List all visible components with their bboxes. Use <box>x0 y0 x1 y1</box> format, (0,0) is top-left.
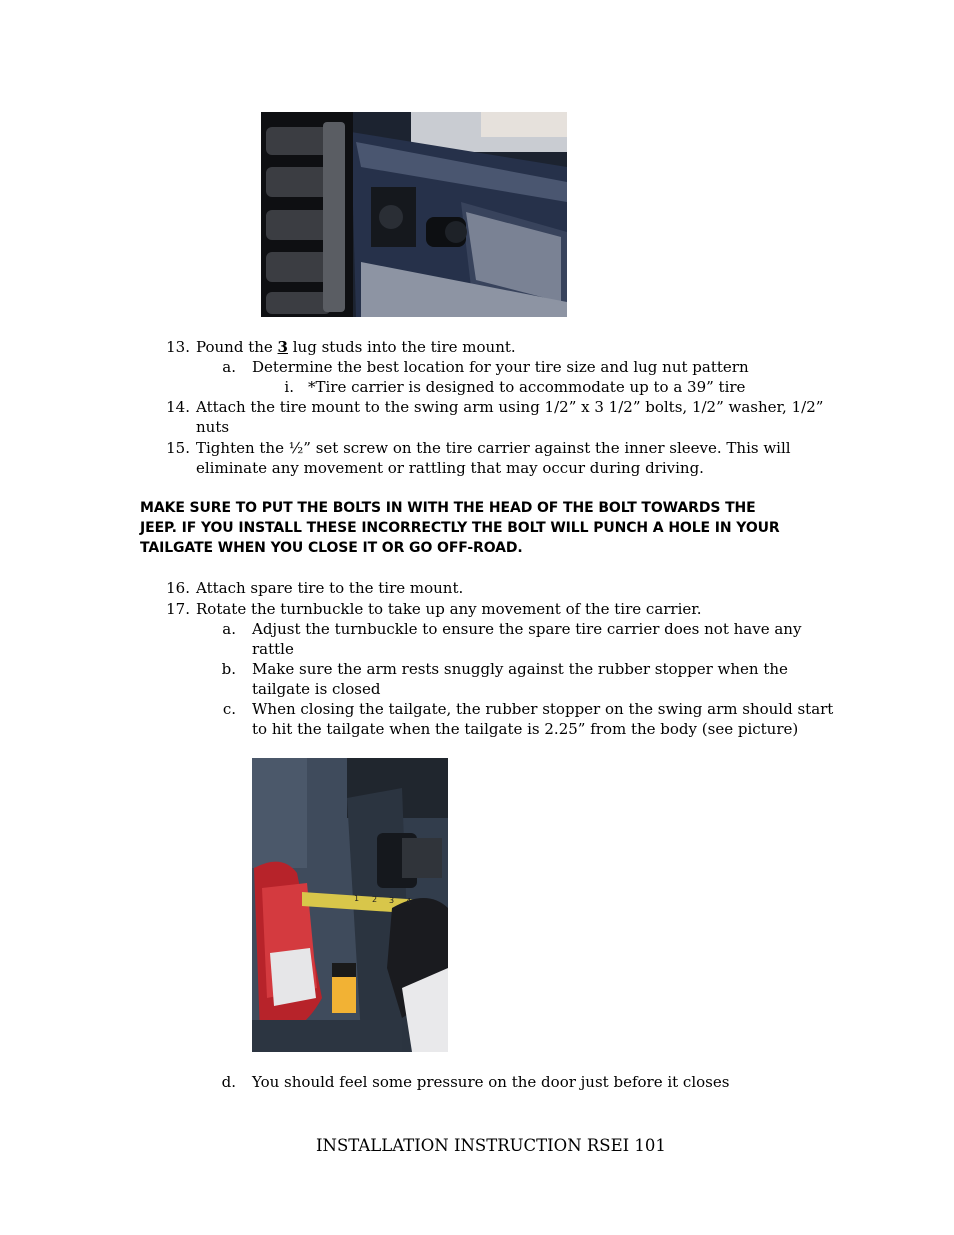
ruler-mark: 2 <box>372 895 378 904</box>
warning-line: JEEP. IF YOU INSTALL THESE INCORRECTLY THE BOLT WILL PUNCH A HOLE IN YOUR <box>140 520 780 536</box>
substep-label: c. <box>222 700 236 718</box>
step-text-pre: Pound the <box>196 338 278 356</box>
step-text: nuts <box>196 418 230 436</box>
subsubstep-label: i. <box>284 378 294 396</box>
substep-text: Adjust the turnbuckle to ensure the spare tire carrier does not have any <box>252 620 802 638</box>
substep-label: b. <box>221 660 236 678</box>
substep-text: Determine the best location for your tire size and lug nut pattern <box>252 358 749 376</box>
warning-line: MAKE SURE TO PUT THE BOLTS IN WITH THE HEAD OF THE BOLT TOWARDS THE <box>140 500 756 516</box>
substep-text: rattle <box>252 640 294 658</box>
bolt-warning <box>140 498 820 558</box>
tire-mount-photo <box>261 112 567 317</box>
substep-label: a. <box>222 358 236 376</box>
tailgate-measurement-photo <box>252 758 448 1052</box>
ruler-mark: 1 <box>354 894 360 903</box>
step-text: Attach spare tire to the tire mount. <box>196 579 464 597</box>
step-text <box>196 337 516 357</box>
step-number: 14. <box>166 398 190 416</box>
step-text: Rotate the turnbuckle to take up any movement of the tire carrier. <box>196 600 702 618</box>
substep-text: Make sure the arm rests snuggly against the rubber stopper when the <box>252 660 788 678</box>
step-number: 15. <box>166 439 190 457</box>
warning-line: TAILGATE WHEN YOU CLOSE IT OR GO OFF-ROAD. <box>140 540 523 556</box>
substep-text: You should feel some pressure on the door just before it closes <box>252 1073 730 1091</box>
substep-text: When closing the tailgate, the rubber stopper on the swing arm should start <box>252 700 834 718</box>
ruler-mark: 3 <box>389 896 395 905</box>
step-text-post: lug studs into the tire mount. <box>287 338 516 356</box>
step-number: 16. <box>166 579 190 597</box>
substep-text: tailgate is closed <box>252 680 381 698</box>
substep-text: to hit the tailgate when the tailgate is 2.25” from the body (see picture) <box>252 720 799 738</box>
ruler-mark: 4 <box>406 897 412 906</box>
step-text: Attach the tire mount to the swing arm using 1/2” x 3 1/2” bolts, 1/2” washer, 1/2” <box>196 398 824 416</box>
step-number: 13. <box>166 338 190 356</box>
substep-label: d. <box>221 1073 236 1091</box>
substep-label: a. <box>222 620 236 638</box>
step-text: eliminate any movement or rattling that may occur during driving. <box>196 459 704 477</box>
page-footer: INSTALLATION INSTRUCTION RSEI 101 <box>316 1136 666 1155</box>
step-number: 17. <box>166 600 190 618</box>
subsubstep-text: *Tire carrier is designed to accommodate up to a 39” tire <box>308 378 746 396</box>
step-text: Tighten the ½” set screw on the tire carrier against the inner sleeve. This will <box>196 439 791 457</box>
lug-stud-count: 3 <box>277 338 288 356</box>
